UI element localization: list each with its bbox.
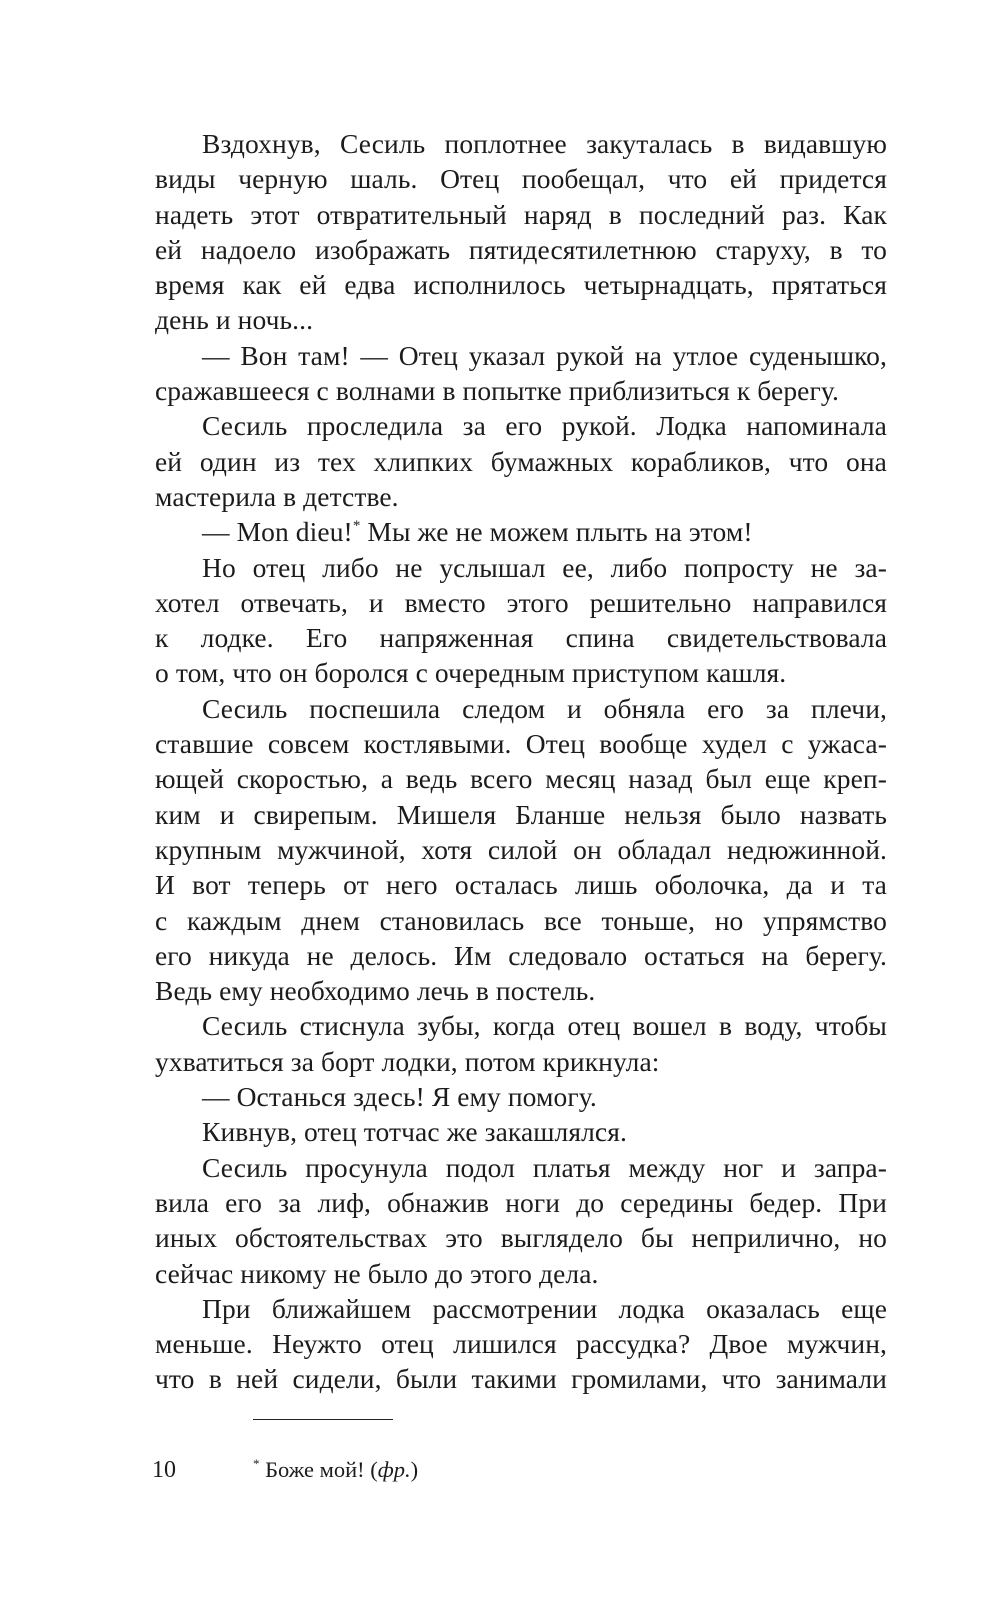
text-line: [155, 302, 887, 337]
text-line: [155, 267, 887, 302]
line-text: ей надоело изображать пятидесятилетнюю старуху, в то: [155, 233, 887, 265]
text-line: [155, 1044, 887, 1079]
text-line: [155, 973, 887, 1008]
footnote-close: ): [410, 1457, 419, 1482]
line-text: что в ней сидели, были такими громилами, что занимали: [155, 1363, 887, 1395]
line-text: Сесиль стиснула зубы, когда отец вошел в воду, чтобы: [202, 1010, 887, 1042]
text-line: [155, 1008, 887, 1043]
footnote-divider: [253, 1419, 393, 1420]
line-text: иных обстоятельствах это выглядело бы неприлично, но: [155, 1222, 887, 1254]
text-line: [155, 691, 887, 726]
text-line: [155, 1114, 887, 1149]
line-text: сражавшееся с волнами в попытке приблизиться к берегу.: [155, 375, 839, 407]
text-line: [155, 832, 887, 867]
text-line: [155, 938, 887, 973]
line-text: хотел отвечать, и вместо этого решительно направился: [155, 586, 887, 618]
text-line: [155, 1185, 887, 1220]
text-line: [155, 761, 887, 796]
line-text: — Останься здесь! Я ему помогу.: [202, 1081, 597, 1113]
line-text: Кивнув, отец тотчас же закашлялся.: [202, 1116, 627, 1148]
line-text: о том, что он боролся с очередным приступом кашля.: [155, 657, 787, 689]
footnote-text: Боже мой! (: [259, 1457, 378, 1482]
line-text: меньше. Неужто отец лишился рассудка? Двое мужчин,: [155, 1328, 887, 1360]
text-line: [155, 479, 887, 514]
line-text: время как ей едва исполнилось четырнадцать, прятаться: [155, 269, 887, 301]
line-text: Вздохнув, Сесиль поплотнее закуталась в видавшую: [202, 128, 887, 159]
text-line: [155, 655, 887, 690]
line-text: Ведь ему необходимо лечь в постель.: [155, 975, 596, 1007]
text-line: [155, 197, 887, 232]
text-line: [155, 1079, 887, 1114]
line-text: — Mon dieu!: [202, 516, 353, 548]
line-text: — Вон там! — Отец указал рукой на утлое суденышко,: [202, 339, 887, 371]
line-text: к лодке. Его напряженная спина свидетельствовала: [155, 622, 887, 654]
line-text: надеть этот отвратительный наряд в последний раз. Как: [155, 198, 887, 230]
line-text: ей один из тех хлипких бумажных корабликов, что она: [155, 445, 887, 477]
text-line: [155, 1361, 887, 1396]
footnote-mark: *: [253, 1456, 260, 1471]
line-text: сейчас никому не было до этого дела.: [155, 1257, 599, 1289]
text-line: [155, 585, 887, 620]
line-text: ухватиться за борт лодки, потом крикнула:: [155, 1045, 660, 1077]
text-line: [155, 514, 887, 549]
text-line: [155, 1220, 887, 1255]
text-line: [155, 1256, 887, 1291]
text-line: [155, 867, 887, 902]
text-line: [155, 232, 887, 267]
line-text: его никуда не делось. Им следовало остаться на берегу.: [155, 939, 887, 971]
line-text: Сесиль поспешила следом и обняла его за плечи,: [202, 692, 887, 724]
text-line: [155, 444, 887, 479]
text-line: [155, 620, 887, 655]
text-line: [155, 1291, 887, 1326]
line-text: с каждым днем становилась все тоньше, но упрямство: [155, 904, 887, 936]
line-text: При ближайшем рассмотрении лодка оказалась еще: [202, 1292, 887, 1324]
line-text: вила его за лиф, обнажив ноги до середины бедер. При: [155, 1186, 887, 1218]
line-text: Сесиль проследила за его рукой. Лодка напоминала: [202, 410, 887, 442]
line-text: виды черную шаль. Отец пообещал, что ей придется: [155, 163, 887, 195]
line-text-continued: Мы же не можем плыть на этом!: [360, 516, 753, 548]
line-text: Сесиль просунула подол платья между ног и запра-: [202, 1151, 887, 1183]
text-line: [155, 903, 887, 938]
footnote-abbreviation: фр.: [377, 1457, 411, 1482]
text-line: [155, 408, 887, 443]
footnote-reference: *: [352, 518, 361, 535]
line-text: Но отец либо не услышал ее, либо попросту не за-: [202, 551, 887, 583]
line-text: ставшие совсем костлявыми. Отец вообще худел с ужаса-: [155, 728, 887, 760]
line-text: ким и свирепым. Мишеля Бланше нельзя было назвать: [155, 798, 887, 830]
text-line: [155, 726, 887, 761]
footnote: [253, 1455, 418, 1485]
text-line: [155, 797, 887, 832]
text-line: [155, 373, 887, 408]
line-text: мастерила в детстве.: [155, 480, 399, 512]
text-line: [155, 1326, 887, 1361]
text-line: [155, 161, 887, 196]
line-text: крупным мужчиной, хотя силой он обладал недюжинной.: [155, 833, 887, 865]
line-text: день и ночь...: [155, 304, 314, 336]
text-line: [155, 1150, 887, 1185]
page-number: 10: [152, 1457, 176, 1483]
line-text: ющей скоростью, а ведь всего месяц назад был еще креп-: [155, 763, 887, 795]
text-line: [155, 338, 887, 373]
body-text: [155, 126, 887, 1397]
line-text: И вот теперь от него осталась лишь оболочка, да и та: [155, 869, 887, 901]
text-line: [155, 126, 887, 161]
text-line: [155, 550, 887, 585]
